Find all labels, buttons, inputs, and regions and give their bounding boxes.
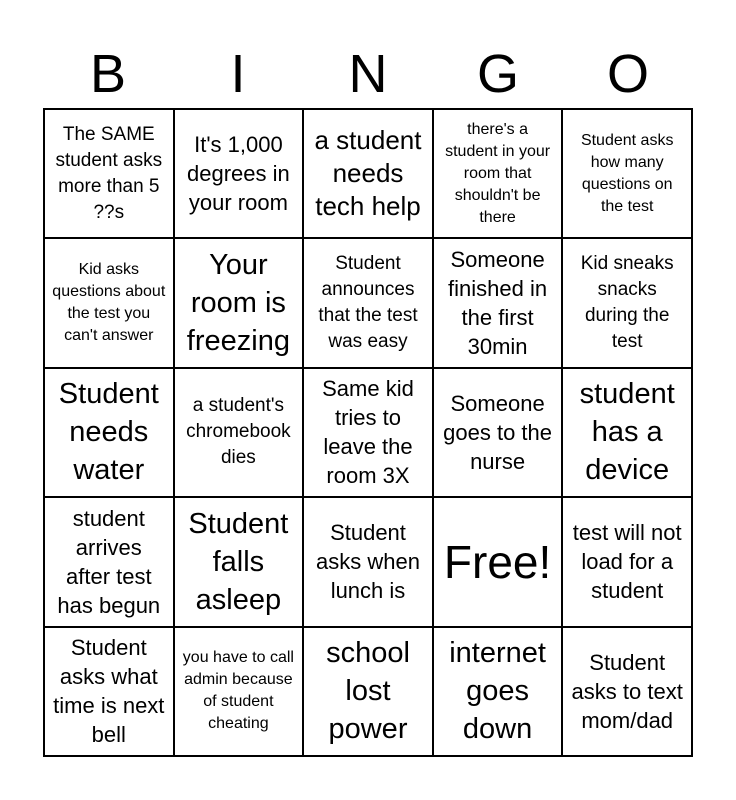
bingo-cell[interactable]: Student asks to text mom/dad bbox=[562, 627, 692, 756]
bingo-header bbox=[43, 40, 693, 108]
bingo-grid bbox=[43, 108, 693, 757]
bingo-cell[interactable]: Student announces that the test was easy bbox=[303, 238, 433, 367]
bingo-cell[interactable]: a student needs tech help bbox=[303, 109, 433, 238]
bingo-cell[interactable]: Kid asks questions about the test you can't answer bbox=[44, 238, 174, 367]
bingo-cell[interactable]: Someone goes to the nurse bbox=[433, 368, 563, 497]
header-letter-o: O bbox=[606, 44, 649, 104]
header-letter-n: N bbox=[348, 44, 388, 104]
bingo-cell[interactable]: Someone finished in the first 30min bbox=[433, 238, 563, 367]
bingo-cell[interactable]: The SAME student asks more than 5 ??s bbox=[44, 109, 174, 238]
bingo-cell[interactable]: It's 1,000 degrees in your room bbox=[174, 109, 304, 238]
free-space-cell[interactable]: Free! bbox=[433, 497, 563, 626]
header-letter-i: I bbox=[230, 44, 246, 104]
bingo-cell[interactable]: there's a student in your room that shouldn't be there bbox=[433, 109, 563, 238]
bingo-cell[interactable]: student arrives after test has begun bbox=[44, 497, 174, 626]
bingo-cell[interactable]: Your room is freezing bbox=[174, 238, 304, 367]
bingo-cell[interactable]: Kid sneaks snacks during the test bbox=[562, 238, 692, 367]
header-letter-b: B bbox=[89, 44, 127, 104]
bingo-cell[interactable]: internet goes down bbox=[433, 627, 563, 756]
bingo-cell[interactable]: Same kid tries to leave the room 3X bbox=[303, 368, 433, 497]
bingo-cell[interactable]: Student needs water bbox=[44, 368, 174, 497]
bingo-cell[interactable]: a student's chromebook dies bbox=[174, 368, 304, 497]
bingo-cell[interactable]: Student asks what time is next bell bbox=[44, 627, 174, 756]
bingo-cell[interactable]: test will not load for a student bbox=[562, 497, 692, 626]
bingo-cell[interactable]: student has a device bbox=[562, 368, 692, 497]
bingo-cell[interactable]: Student asks how many questions on the test bbox=[562, 109, 692, 238]
bingo-cell[interactable]: Student falls asleep bbox=[174, 497, 304, 626]
bingo-cell[interactable]: Student asks when lunch is bbox=[303, 497, 433, 626]
bingo-cell[interactable]: school lost power bbox=[303, 627, 433, 756]
bingo-cell[interactable]: you have to call admin because of student cheating bbox=[174, 627, 304, 756]
header-letter-g: G bbox=[476, 44, 519, 104]
